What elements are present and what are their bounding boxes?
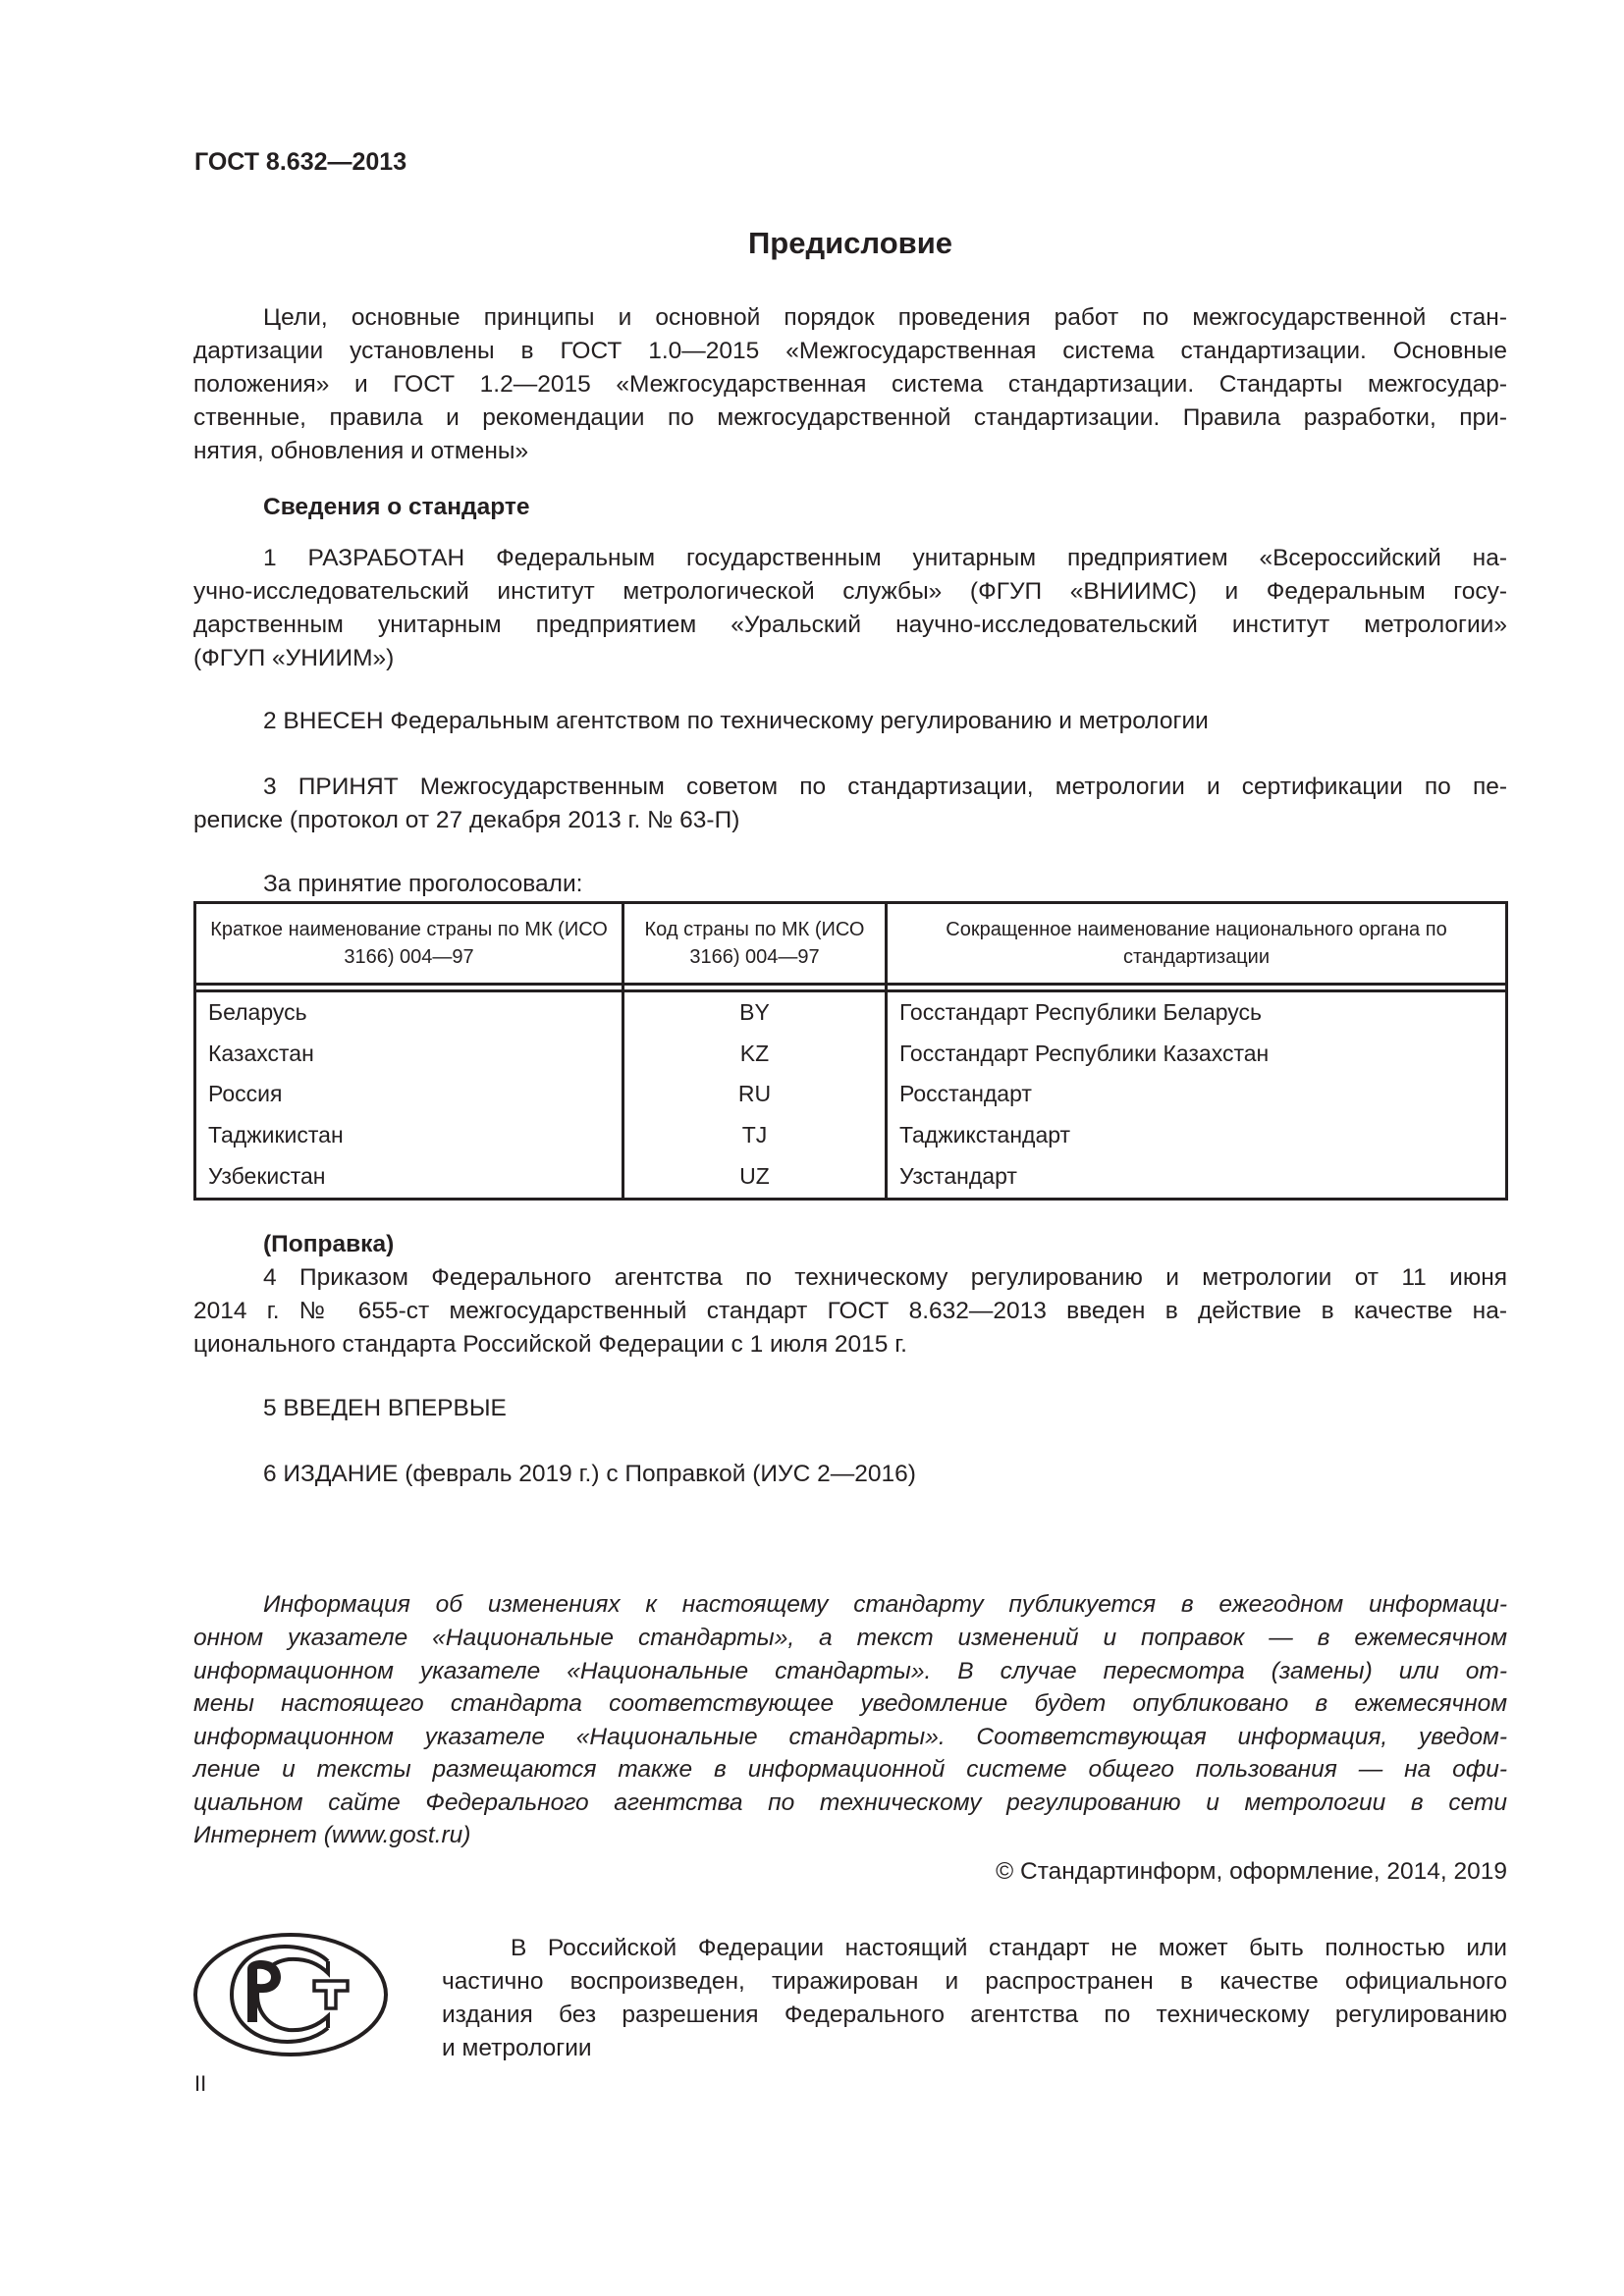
text-line: 2014 г. № 655-ст межгосударственный стандарт ГОСТ 8.632—2013 введен в действие в качестве на- (193, 1298, 1507, 1324)
table-row (195, 1156, 1507, 1199)
text-line: дартизации установлены в ГОСТ 1.0—2015 «Межгосударственная система стандартизации. Основные (193, 338, 1507, 364)
cell-country: Узбекистан (195, 1156, 623, 1199)
cell-body: Таджикстандарт (887, 1115, 1507, 1156)
cell-body: Госстандарт Республики Беларусь (887, 991, 1507, 1034)
cell-body: Госстандарт Республики Казахстан (887, 1034, 1507, 1075)
cell-country: Россия (195, 1074, 623, 1115)
page-title: Предисловие (747, 226, 952, 260)
text-line: Цели, основные принципы и основной порядок проведения работ по межгосударственной стан- (263, 304, 1507, 331)
text-line: учно-исследовательский институт метрологической службы» (ФГУП «ВНИИМС) и Федеральным госу- (193, 578, 1507, 605)
cell-country: Беларусь (195, 991, 623, 1034)
text-line: циальном сайте Федерального агентства по техническому регулированию и метрологии в сети (193, 1789, 1507, 1816)
amendment-label: (Поправка) (263, 1231, 395, 1257)
text-line: Информация об изменениях к настоящему стандарту публикуется в ежегодном информаци- (263, 1591, 1507, 1618)
document-number: ГОСТ 8.632—2013 (194, 148, 407, 176)
text-line: ление и тексты размещаются также в информационной системе общего пользования — на офи- (193, 1756, 1507, 1783)
cell-code: KZ (623, 1034, 887, 1075)
text-line: и метрологии (442, 2035, 592, 2061)
text-line: 3 ПРИНЯТ Межгосударственным советом по стандартизации, метрологии и сертификации по пе- (263, 774, 1507, 800)
text-line: 1 РАЗРАБОТАН Федеральным государственным унитарным предприятием «Всероссийский на- (263, 545, 1507, 571)
cell-code: UZ (623, 1156, 887, 1199)
text-line: ственные, правила и рекомендации по межгосударственной стандартизации. Правила разработки, при- (193, 404, 1507, 431)
text-line: положения» и ГОСТ 1.2—2015 «Межгосударственная система стандартизации. Стандарты межгосудар- (193, 371, 1507, 398)
header-double-rule (195, 985, 1507, 991)
text-line: мены настоящего стандарта соответствующее уведомление будет опубликовано в ежемесячном (193, 1690, 1507, 1717)
text-line: информационном указателе «Национальные стандарты». Соответствующая информация, уведом- (193, 1724, 1507, 1750)
text-line: частично воспроизведен, тиражирован и распространен в качестве официального (442, 1968, 1507, 1995)
copyright-line: © Стандартинформ, оформление, 2014, 2019 (996, 1858, 1507, 1885)
item-2-introduced: 2 ВНЕСЕН Федеральным агентством по техническому регулированию и метрологии (263, 708, 1209, 734)
table-row (195, 1115, 1507, 1156)
text-line: 4 Приказом Федерального агентства по техническому регулированию и метрологии от 11 июня (263, 1264, 1507, 1291)
item-6-edition: 6 ИЗДАНИЕ (февраль 2019 г.) с Поправкой (ИУС 2—2016) (263, 1461, 916, 1487)
cell-code: TJ (623, 1115, 887, 1156)
vote-intro: За принятие проголосовали: (263, 871, 583, 897)
col-header-country: Краткое наименование страны по МК (ИСО 3166) 004—97 (195, 903, 623, 985)
voting-table (193, 901, 1508, 1201)
cell-country: Казахстан (195, 1034, 623, 1075)
cell-code: RU (623, 1074, 887, 1115)
section-heading: Сведения о стандарте (263, 494, 530, 520)
col-header-national-body: Сокращенное наименование национального органа по стандартизации (887, 903, 1507, 985)
table-row (195, 991, 1507, 1034)
text-line: информационном указателе «Национальные стандарты». В случае пересмотра (замены) или от- (193, 1658, 1507, 1684)
text-line: (ФГУП «УНИИМ») (193, 645, 395, 671)
cell-country: Таджикистан (195, 1115, 623, 1156)
col-header-code: Код страны по МК (ИСО 3166) 004—97 (623, 903, 887, 985)
cell-body: Узстандарт (887, 1156, 1507, 1199)
text-line: ционального стандарта Российской Федерации с 1 июля 2015 г. (193, 1331, 907, 1358)
text-line: нятия, обновления и отмены» (193, 438, 529, 464)
text-line: реписке (протокол от 27 декабря 2013 г. № 63-П) (193, 807, 740, 833)
cell-body: Росстандарт (887, 1074, 1507, 1115)
table-row (195, 1034, 1507, 1075)
text-line: онном указателе «Национальные стандарты», а текст изменений и поправок — в ежемесячном (193, 1625, 1507, 1651)
item-5-first-introduced: 5 ВВЕДЕН ВПЕРВЫЕ (263, 1395, 507, 1421)
text-line: издания без разрешения Федерального агентства по техническому регулированию (442, 2002, 1507, 2028)
text-line: В Российской Федерации настоящий стандарт не может быть полностью или (511, 1935, 1507, 1961)
table-header-row (195, 903, 1507, 985)
text-line: Интернет (www.gost.ru) (193, 1822, 471, 1848)
page-number: II (194, 2071, 207, 2096)
text-line: дарственным унитарным предприятием «Уральский научно-исследовательский институт метрологии» (193, 612, 1507, 638)
rst-conformity-mark-icon (192, 1932, 389, 2057)
cell-code: BY (623, 991, 887, 1034)
table-row (195, 1074, 1507, 1115)
